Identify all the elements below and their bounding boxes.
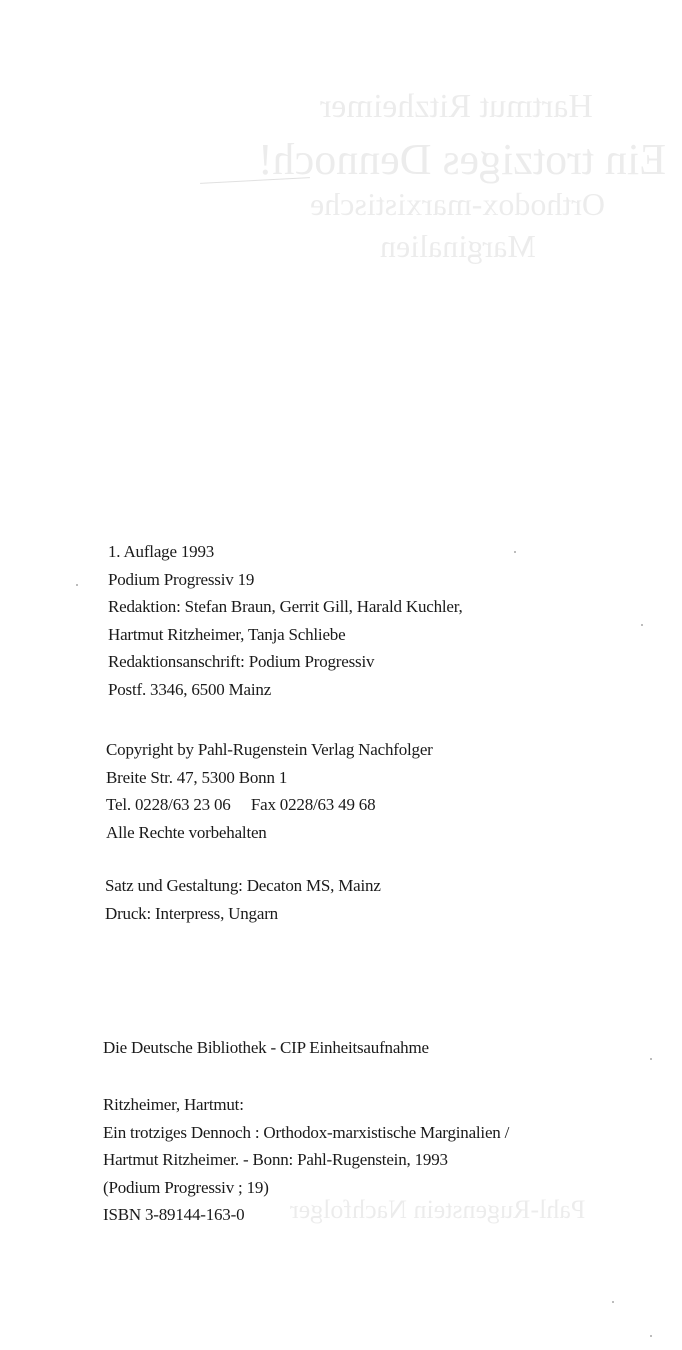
cip-author-line: Ritzheimer, Hartmut:: [103, 1095, 244, 1114]
cip-entry-block: [103, 1091, 509, 1229]
editors-line-2: Hartmut Ritzheimer, Tanja Schliebe: [108, 624, 346, 644]
production-block: [105, 872, 381, 927]
editorial-address-line: Redaktionsanschrift: Podium Progressiv: [108, 652, 375, 671]
scan-speck: [612, 1301, 614, 1303]
show-through-publisher: Pahl-Rugenstein Nachfolger: [290, 1195, 586, 1224]
postbox-line: Postf. 3346, 6500 Mainz: [108, 679, 272, 699]
printing-line: Druck: Interpress, Ungarn: [105, 903, 278, 923]
scan-speck: [641, 624, 643, 626]
cip-heading: Die Deutsche Bibliothek - CIP Einheitsaufnahme: [103, 1038, 429, 1057]
copyright-holder-line: Copyright by Pahl-Rugenstein Verlag Nachfolger: [106, 740, 433, 759]
typesetting-line: Satz und Gestaltung: Decaton MS, Mainz: [105, 876, 381, 895]
show-through-author: Hartmut Ritzheimer: [320, 88, 593, 125]
edition-line: 1. Auflage 1993: [108, 542, 215, 561]
show-through-subtitle: Orthodox-marxistische: [310, 186, 606, 222]
scan-speck: [650, 1058, 652, 1060]
copyright-block: [106, 736, 433, 846]
cip-title-line: Ein trotziges Dennoch : Orthodox-marxistische Marginalien /: [103, 1122, 510, 1142]
editors-line-1: Redaktion: Stefan Braun, Gerrit Gill, Harald Kuchler,: [108, 597, 463, 616]
scan-speck: [650, 1335, 652, 1337]
publisher-street-line: Breite Str. 47, 5300 Bonn 1: [106, 767, 288, 787]
cip-series-line: (Podium Progressiv ; 19): [103, 1177, 269, 1197]
cip-isbn-line: ISBN 3-89144-163-0: [103, 1205, 245, 1224]
scan-speck: [514, 551, 516, 553]
cip-publication-line: Hartmut Ritzheimer. - Bonn: Pahl-Rugenstein, 1993: [103, 1150, 448, 1169]
cip-heading-block: [103, 1034, 429, 1062]
imprint-block: [108, 538, 463, 703]
series-line: Podium Progressiv 19: [108, 569, 255, 589]
rights-line: Alle Rechte vorbehalten: [106, 822, 267, 842]
phone-fax-line: Tel. 0228/63 23 06 Fax 0228/63 49 68: [106, 795, 376, 814]
scan-speck: [76, 584, 78, 586]
show-through-title: Ein trotziges Dennoch!: [258, 135, 667, 184]
show-through-subtitle-2: Marginalien: [380, 228, 536, 264]
